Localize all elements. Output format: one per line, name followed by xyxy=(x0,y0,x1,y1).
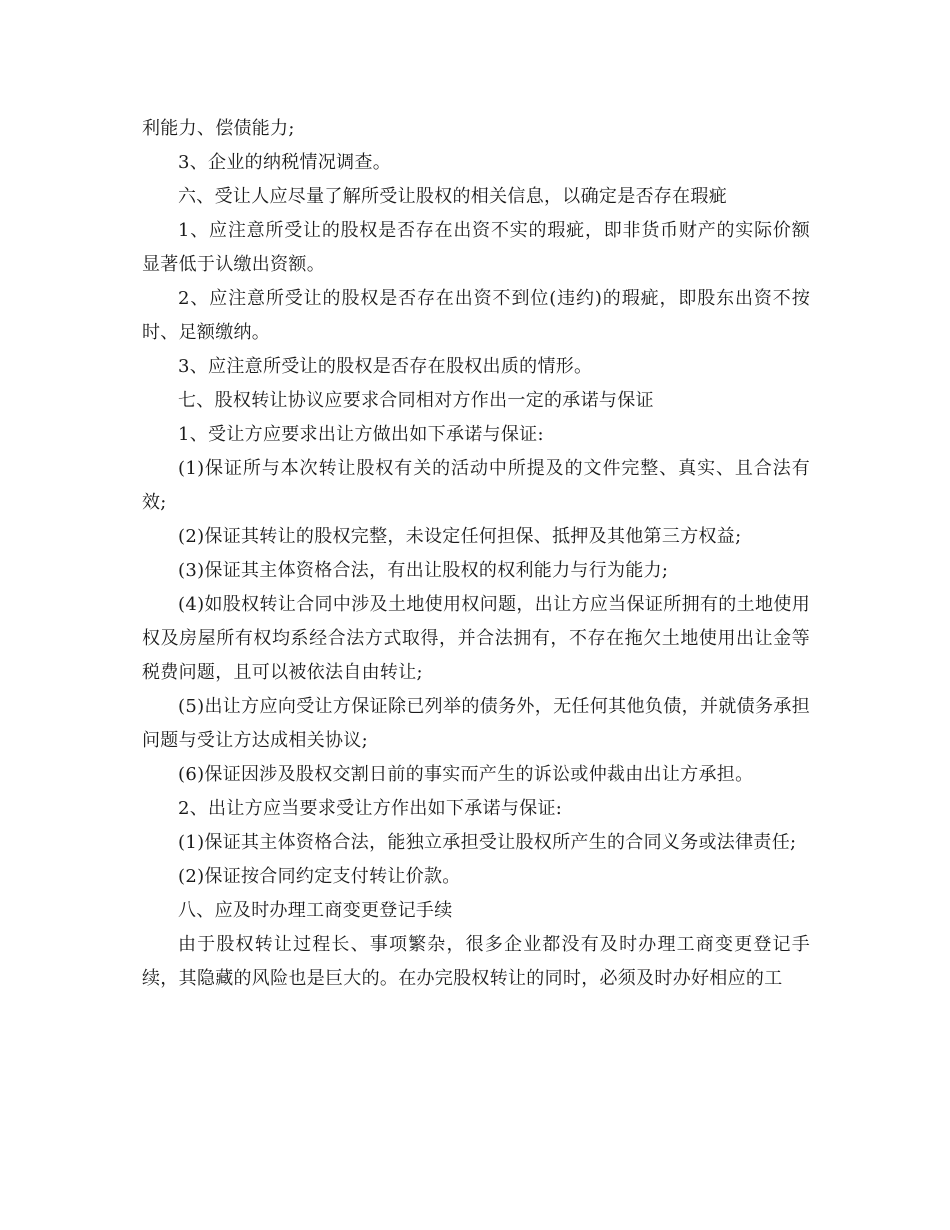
list-item: (6)保证因涉及股权交割日前的事实而产生的诉讼或仲裁由出让方承担。 xyxy=(178,764,754,785)
list-item: (2)保证其转让的股权完整，未设定任何担保、抵押及其他第三方权益; xyxy=(178,526,742,547)
paragraph: 由于股权转让过程长、事项繁杂，很多企业都没有及时办理工商变更登记手续，其隐藏的风险也是巨大的。在办完股权转让的同时，必须及时办好相应的工 xyxy=(142,934,810,989)
list-item: (1)保证所与本次转让股权有关的活动中所提及的文件完整、真实、且合法有效; xyxy=(142,458,810,513)
document-body xyxy=(142,112,810,996)
paragraph: 2、应注意所受让的股权是否存在出资不到位(违约)的瑕疵，即股东出资不按时、足额缴纳。 xyxy=(142,288,810,343)
paragraph-continuation: 利能力、偿债能力; xyxy=(142,118,295,139)
paragraph: 3、企业的纳税情况调查。 xyxy=(178,152,392,173)
list-item: (5)出让方应向受让方保证除已列举的债务外，无任何其他负债，并就债务承担问题与受让方达成相关协议; xyxy=(142,696,810,751)
paragraph: 2、出让方应当要求受让方作出如下承诺与保证: xyxy=(178,798,563,819)
list-item: (1)保证其主体资格合法，能独立承担受让股权所产生的合同义务或法律责任; xyxy=(178,832,797,853)
list-item: (2)保证按合同约定支付转让价款。 xyxy=(178,866,461,887)
section-heading: 六、受让人应尽量了解所受让股权的相关信息，以确定是否存在瑕疵 xyxy=(178,186,727,207)
paragraph: 3、应注意所受让的股权是否存在股权出质的情形。 xyxy=(178,356,593,377)
section-heading: 八、应及时办理工商变更登记手续 xyxy=(178,900,453,921)
section-heading: 七、股权转让协议应要求合同相对方作出一定的承诺与保证 xyxy=(178,390,654,411)
list-item: (4)如股权转让合同中涉及土地使用权问题，出让方应当保证所拥有的土地使用权及房屋所有权均系经合法方式取得，并合法拥有，不存在拖欠土地使用出让金等税费问题，且可以被依法自由转让; xyxy=(142,594,810,683)
paragraph: 1、受让方应要求出让方做出如下承诺与保证: xyxy=(178,424,544,445)
list-item: (3)保证其主体资格合法，有出让股权的权利能力与行为能力; xyxy=(178,560,669,581)
paragraph: 1、应注意所受让的股权是否存在出资不实的瑕疵，即非货币财产的实际价额显著低于认缴出资额。 xyxy=(142,220,810,275)
